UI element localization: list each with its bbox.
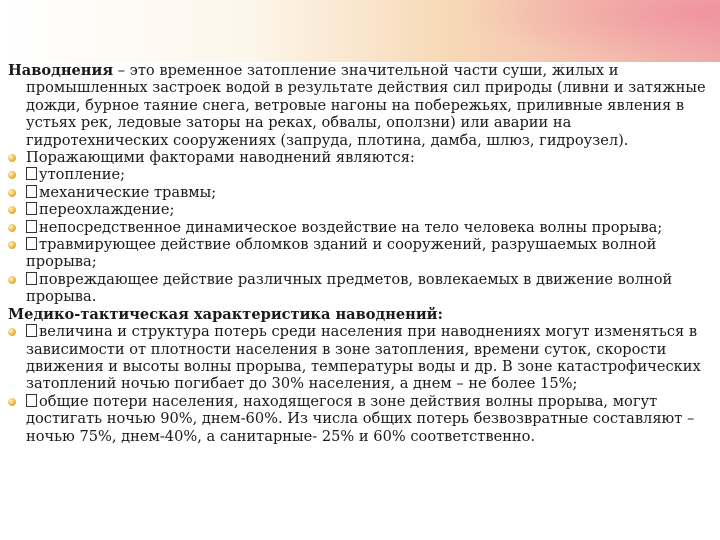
bullet-icon <box>8 398 16 406</box>
factor-item <box>8 201 716 218</box>
intro-text: – это временное затопление значительной части суши, жилых и промышленных застроек водой в результате действия сил природы (ливни и затяжные дожди, бурное таяние снега, ветровые нагоны на побережьях, приливные явления в устьях рек, ледовые заторы на реках, обвалы, оползни) или аварии на гидротехнических сооружениях (запруда, плотина, дамба, шлюз, гидроузел). <box>26 62 706 149</box>
bullet-icon <box>8 328 16 336</box>
checkbox-glyph-icon <box>26 185 37 198</box>
intro-paragraph <box>8 62 716 149</box>
bullet-icon <box>8 171 16 179</box>
medical-text: общие потери населения, находящегося в зоне действия волны прорыва, могут достигать ночью 90%, днем-60%. Из числа общих потерь безвозвратные составляют – ночью 75%, днем-40%, а санитарные- 25% и 60% соответственно. <box>26 392 695 445</box>
medical-item <box>8 393 716 445</box>
header-gradient-band <box>0 0 720 62</box>
factors-header-item <box>8 149 716 166</box>
checkbox-glyph-icon <box>26 272 37 285</box>
checkbox-glyph-icon <box>26 394 37 407</box>
factors-header: Поражающими факторами наводнений являются: <box>26 149 415 167</box>
medical-text: величина и структура потерь среди населения при наводнениях могут изменяться в зависимости от плотности населения в зоне затопления, времени суток, скорости движения и высоты волны прорыва, температуры воды и др. В зоне катастрофических затоплений ночью погибает до 30% населения, а днем – не более 15%; <box>26 323 701 393</box>
intro-term: Наводнения <box>8 62 114 79</box>
checkbox-glyph-icon <box>26 220 37 233</box>
factor-text: травмирующее действие обломков зданий и сооружений, разрушаемых волной прорыва; <box>26 236 657 271</box>
factor-item <box>8 271 716 306</box>
checkbox-glyph-icon <box>26 237 37 250</box>
factor-text: механические травмы; <box>39 183 217 201</box>
medical-header: Медико-тактическая характеристика наводнений: <box>8 305 443 323</box>
checkbox-glyph-icon <box>26 202 37 215</box>
bullet-icon <box>8 206 16 214</box>
factor-text: утопление; <box>39 166 126 184</box>
factor-item <box>8 236 716 271</box>
factor-item <box>8 219 716 236</box>
bullet-icon <box>8 154 16 162</box>
factor-text: непосредственное динамическое воздействие на тело человека волны прорыва; <box>39 218 663 236</box>
factor-text: переохлаждение; <box>39 201 175 219</box>
bullet-icon <box>8 241 16 249</box>
bullet-icon <box>8 224 16 232</box>
medical-item <box>8 323 716 393</box>
checkbox-glyph-icon <box>26 167 37 180</box>
factor-item <box>8 184 716 201</box>
bullet-icon <box>8 189 16 197</box>
bullet-icon <box>8 276 16 284</box>
slide-content <box>8 62 716 445</box>
checkbox-glyph-icon <box>26 324 37 337</box>
factor-item <box>8 166 716 183</box>
factor-text: повреждающее действие различных предметов, вовлекаемых в движение волной прорыва. <box>26 270 673 306</box>
